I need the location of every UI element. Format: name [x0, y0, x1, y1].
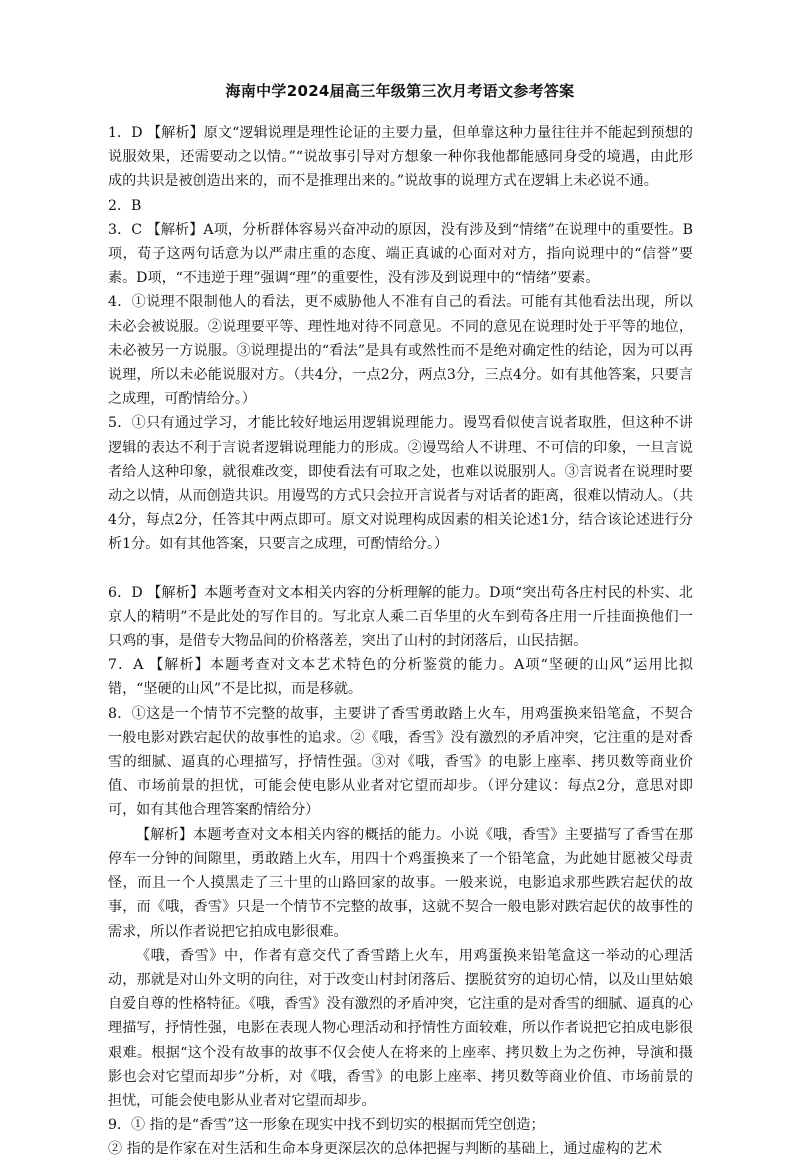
section-gap [108, 557, 693, 581]
answer-8: 8．①这是一个情节不完整的故事，主要讲了香雪勇敢踏上火车，用鸡蛋换来铅笔盒，不契合一般电影对跌宕起伏的故事性的追求。②《哦，香雪》没有激烈的矛盾冲突，它注重的是对香雪的细腻、逼真的心理描写，抒情性强。③对《哦，香雪》的电影上座率、拷贝数等商业价值、市场前景的担忧，可能会使电影从业者对它望而却步。（评分建议：每点2分，意思对即可，如有其他合理答案酌情给分） [108, 705, 693, 819]
answer-2: 2．B [108, 197, 142, 214]
answer-4: 4．①说理不限制他人的看法，更不威胁他人不准有自己的看法。可能有其他看法出现，所以未必会被说服。②说理要平等、理性地对待不同意见。不同的意见在说理时处于平等的地位，未必被另一方说服。③说理提出的“看法”是具有或然性而不是绝对确定性的结论，因为可以再说理，所以未必能说服对方。（共4分，一点2分，两点3分，三点4分。如有其他答案，只要言之成理，可酌情给分。） [108, 294, 693, 408]
answer-8-analysis-continued: 《哦，香雪》中，作者有意交代了香雪踏上火车，用鸡蛋换来铅笔盒这一举动的心理活动，那就是对山外文明的向往，对于改变山村封闭落后、摆脱贫穷的迫切心情，以及山里姑娘自爱自尊的性格特征。《哦，香雪》没有激烈的矛盾冲突，它注重的是对香雪的细腻、逼真的心理描写，抒情性强，电影在表现人物心理活动和抒情性方面较难，所以作者说把它拍成电影很艰难。根据“这个没有故事的故事不仅会使人在将来的上座率、拷贝数上为之伤神，导演和摄影也会对它望而却步”分析，对《哦，香雪》的电影上座率、拷贝数等商业价值、市场前景的担忧，可能会使电影从业者对它望而却步。 [108, 947, 693, 1109]
document-body [108, 121, 693, 1162]
answer-5: 5．①只有通过学习，才能比较好地运用逻辑说理能力。谩骂看似使言说者取胜，但这种不讲逻辑的表达不利于言说者逻辑说理能力的形成。②谩骂给人不讲理、不可信的印象，一旦言说者给人这种印象，就很难改变，即使看法有可取之处，也难以说服别人。③言说者在说理时要动之以情，从而创造共识。用谩骂的方式只会拉开言说者与对话者的距离，很难以情动人。（共4分，每点2分，任答其中两点即可。原文对说理构成因素的相关论述1分，结合该论述进行分析1分。如有其他答案，只要言之成理，可酌情给分。） [108, 415, 693, 553]
answer-3: 3．C 【解析】A项，分析群体容易兴奋冲动的原因，没有涉及到“情绪”在说理中的重要性。B项，荀子这两句话意为以严肃庄重的态度、端正真诚的心面对对方，指向说理中的“信誉”要素。D项，“不违逆于理”强调“理”的重要性，没有涉及到说理中的“情绪”要素。 [108, 221, 693, 287]
answer-7: 7．A 【解析】本题考查对文本艺术特色的分析鉴赏的能力。A项“坚硬的山风”运用比拟错，“坚硬的山风”不是比拟，而是移就。 [108, 657, 693, 698]
answer-9-point-1: 9．① 指的是“香雪”这一形象在现实中找不到切实的根据而凭空创造； [108, 1117, 545, 1134]
document-title: 海南中学2024届高三年级第三次月考语文参考答案 [225, 82, 575, 100]
answer-6: 6．D 【解析】本题考查对文本相关内容的分析理解的能力。D项“突出苟各庄村民的朴实、北京人的精明”不是此处的写作目的。写北京人乘二百华里的火车到苟各庄用一斤挂面换他们一只鸡的事，是借专大物品间的价格落差，突出了山村的封闭落后，山民拮据。 [108, 584, 693, 650]
answer-8-analysis: 【解析】本题考查对文本相关内容的概括的能力。小说《哦，香雪》主要描写了香雪在那停车一分钟的间隙里，勇敢踏上火车，用四十个鸡蛋换来了一个铅笔盒，为此她甘愿被父母责怪，而且一个人摸黑走了三十里的山路回家的故事。一般来说，电影追求那些跌宕起伏的故事，而《哦，香雪》只是一个情节不完整的故事，这就不契合一般电影对跌宕起伏的故事性的需求，所以作者说把它拍成电影很难。 [108, 826, 693, 940]
answer-9-point-2: ② 指的是作家在对生活和生命本身更深层次的总体把握与判断的基础上，通过虚构的艺术 [108, 1141, 663, 1158]
answer-1: 1．D 【解析】原文“逻辑说理是理性论证的主要力量，但单靠这种力量往往并不能起到预想的说服效果，还需要动之以情。”“说故事引导对方想象一种你我他都能感同身受的境遇，由此形成的共识是被创造出来的，而不是推理出来的。”说故事的说理方式在逻辑上未必说不通。 [108, 125, 693, 190]
